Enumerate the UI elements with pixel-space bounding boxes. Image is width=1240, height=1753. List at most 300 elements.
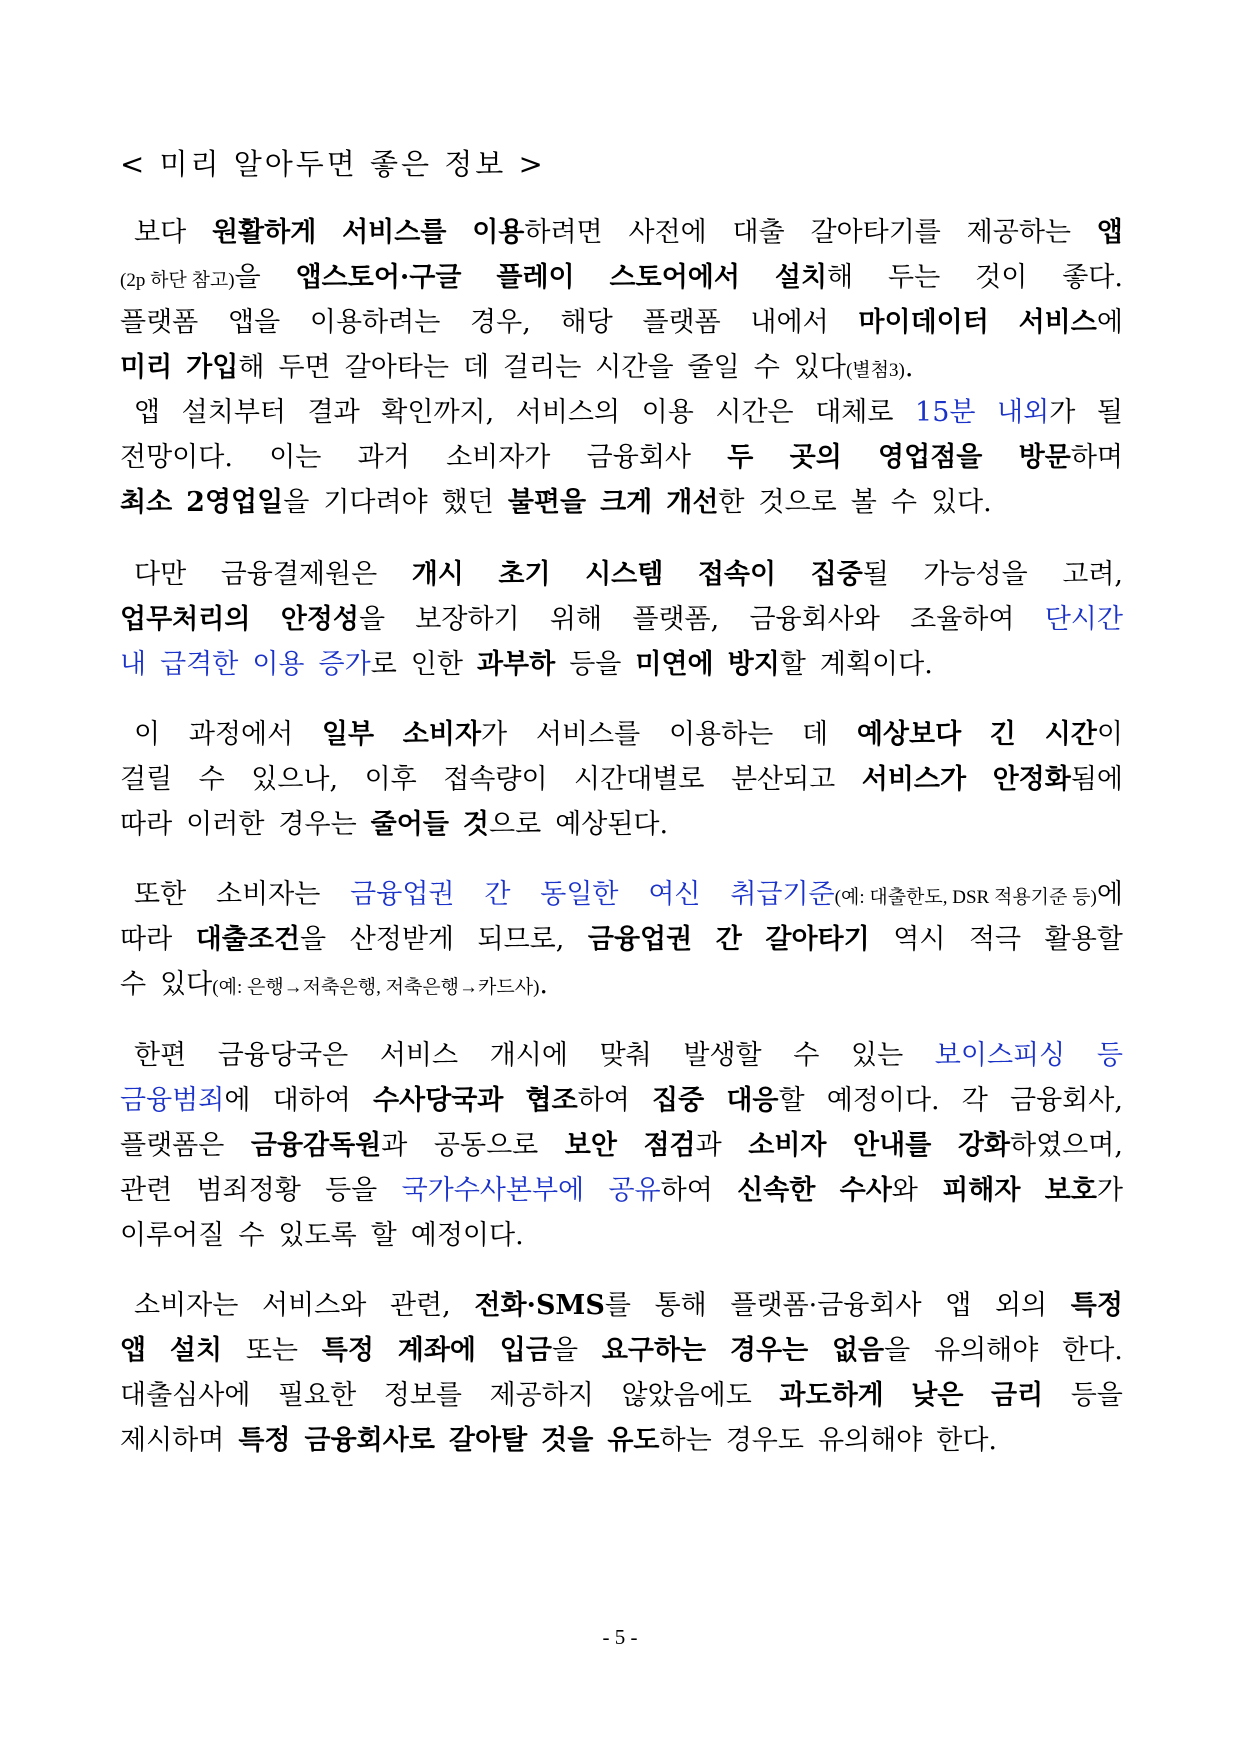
- text-run: 범죄정황: [196, 1175, 301, 1206]
- word: [765, 917, 869, 962]
- bold-text: 갈아탈: [448, 1425, 528, 1456]
- text-run: 보장하기: [415, 604, 520, 635]
- text-run: 경우는: [278, 809, 357, 840]
- text-run: 소비자는: [134, 1290, 239, 1321]
- text-run: 을: [283, 487, 310, 518]
- word: [853, 1123, 931, 1168]
- word: [251, 757, 338, 802]
- word: [212, 210, 316, 255]
- text-line: [120, 1213, 1123, 1258]
- word: [775, 255, 853, 300]
- word: [134, 210, 186, 255]
- text-run: 결과: [307, 397, 360, 428]
- highlighted-text: 공유: [608, 1175, 661, 1206]
- word: [503, 345, 581, 390]
- bold-text: 개시: [411, 559, 464, 590]
- word: [595, 345, 673, 390]
- word: [726, 1418, 804, 1463]
- text-run: 확인까지,: [381, 397, 495, 428]
- word: [942, 1168, 1020, 1213]
- text-run: 역시: [893, 924, 946, 955]
- word: [643, 1123, 721, 1168]
- word: [1010, 1078, 1123, 1123]
- text-run: 있다: [793, 352, 846, 383]
- text-line: [120, 1328, 1123, 1373]
- word: [134, 1033, 186, 1078]
- bold-text: 플레이: [496, 262, 575, 293]
- text-run: 분산되고: [730, 764, 836, 795]
- bold-text: 전화·SMS: [474, 1290, 605, 1321]
- word: [754, 345, 780, 390]
- text-line: [120, 1033, 1123, 1078]
- text-run: 하며: [1070, 442, 1123, 473]
- word: [1071, 1283, 1123, 1328]
- word: [915, 390, 975, 435]
- word: [134, 1283, 238, 1328]
- word: [655, 1283, 707, 1328]
- word: [252, 642, 304, 687]
- word: [358, 435, 410, 480]
- text-run: 앱을: [227, 307, 281, 338]
- bold-text: 서비스: [1018, 307, 1097, 338]
- text-run: 서비스와: [261, 1290, 367, 1321]
- word: [120, 757, 172, 802]
- word: [858, 300, 988, 345]
- bold-text: 소비자: [748, 1130, 827, 1161]
- bold-text: 유도: [607, 1425, 660, 1456]
- bold-text: 특정: [321, 1335, 374, 1366]
- word: [635, 642, 713, 687]
- word: [621, 1373, 751, 1418]
- word: [281, 597, 385, 642]
- text-run: 수: [753, 352, 780, 383]
- text-run: 대출심사에: [120, 1380, 251, 1411]
- text-run: 금융회사,: [1010, 1085, 1123, 1116]
- word: [120, 597, 250, 642]
- text-run: 접속량이: [443, 764, 548, 795]
- word: [305, 1418, 435, 1463]
- word: [565, 1123, 617, 1168]
- word: [737, 1168, 815, 1213]
- text-run: 있으나,: [251, 764, 339, 795]
- word: [610, 255, 740, 300]
- bold-text: 입금: [499, 1335, 552, 1366]
- word: [446, 435, 550, 480]
- word: [642, 390, 694, 435]
- word: [398, 1328, 476, 1373]
- text-run: 있다.: [930, 487, 992, 518]
- text-run: 이는: [269, 442, 322, 473]
- word: [1045, 712, 1123, 757]
- word: [390, 1283, 451, 1328]
- bold-text: 금융회사로: [304, 1425, 435, 1456]
- word: [463, 345, 489, 390]
- word: [216, 872, 320, 917]
- word: [730, 1328, 808, 1373]
- word: [688, 345, 740, 390]
- bold-text: 미연에: [635, 649, 714, 680]
- word: [642, 300, 720, 345]
- word: [228, 300, 280, 345]
- word: [536, 712, 640, 757]
- text-run: 하였으며,: [1010, 1130, 1123, 1161]
- bold-text: 수사: [839, 1175, 892, 1206]
- text-run: 또는: [245, 1335, 298, 1366]
- word: [550, 597, 602, 642]
- bold-text: 과도하게: [779, 1380, 884, 1411]
- word: [474, 1283, 631, 1328]
- text-run: 제공하지: [489, 1380, 594, 1411]
- text-run: 앱: [945, 1290, 972, 1321]
- word: [411, 1213, 524, 1258]
- text-line: [120, 480, 1123, 525]
- word: [186, 480, 309, 525]
- word: [995, 1283, 1047, 1328]
- bold-text: 앱: [1096, 217, 1123, 248]
- word: [381, 390, 494, 435]
- word: [891, 480, 917, 525]
- bold-text: 피해자: [942, 1175, 1021, 1206]
- word: [120, 480, 172, 525]
- text-run: 두는: [888, 262, 941, 293]
- word: [748, 1123, 826, 1168]
- word: [1097, 390, 1123, 435]
- highlighted-text: 국가수사본부에: [401, 1175, 585, 1206]
- section-heading: < 미리 알아두면 좋은 정보 >: [120, 147, 546, 181]
- word: [508, 480, 586, 525]
- bold-text: 안내를: [853, 1130, 932, 1161]
- paragraph-4: [120, 712, 1123, 847]
- word: [186, 345, 264, 390]
- text-run: 산정받게: [349, 924, 454, 955]
- text-run: 볼: [850, 487, 877, 518]
- highlighted-text: 내: [120, 649, 147, 680]
- bold-text: 갈아타기: [765, 924, 870, 955]
- word: [732, 210, 784, 255]
- word: [221, 552, 378, 597]
- text-run: 에: [1096, 879, 1123, 910]
- word: [478, 917, 565, 962]
- bold-text: 안정화: [992, 764, 1071, 795]
- text-run: 플랫폼: [642, 307, 721, 338]
- text-run: 하여: [660, 1175, 713, 1206]
- word: [120, 1123, 224, 1168]
- bold-text: 방지: [727, 649, 780, 680]
- word: [991, 1373, 1043, 1418]
- text-line: [120, 872, 1123, 917]
- text-run: 경우,: [470, 307, 531, 338]
- highlighted-text: 금융범죄: [120, 1085, 225, 1116]
- word: [434, 1123, 538, 1168]
- paragraph-6: [120, 1033, 1123, 1258]
- word: [189, 712, 293, 757]
- word: [120, 962, 146, 1007]
- word: [371, 802, 449, 847]
- text-run: 필요한: [277, 1380, 357, 1411]
- text-run: 로: [370, 649, 397, 680]
- word: [120, 802, 172, 847]
- word: [602, 1328, 706, 1373]
- bold-text: 방문: [1018, 442, 1071, 473]
- text-run: 이후: [364, 764, 417, 795]
- word: [759, 480, 837, 525]
- text-run: 가: [1049, 397, 1076, 428]
- text-run: 데: [462, 352, 490, 383]
- word: [160, 642, 238, 687]
- bold-text: 보호: [1044, 1175, 1097, 1206]
- highlighted-text: 이용: [252, 649, 305, 680]
- text-run: 수: [120, 969, 147, 1000]
- word: [134, 872, 186, 917]
- text-run: 금융결제원은: [220, 559, 378, 590]
- text-line: [120, 255, 1123, 300]
- bold-text: 것을: [541, 1425, 594, 1456]
- text-run: 서비스를: [535, 719, 641, 750]
- word: [851, 480, 877, 525]
- bold-text: 일부: [321, 719, 375, 750]
- word: [443, 757, 547, 802]
- text-run: 금융당국은: [217, 1040, 349, 1071]
- text-run: 기다려야: [323, 487, 428, 518]
- bold-text: 없음: [831, 1335, 885, 1366]
- bold-text: 초기: [498, 559, 551, 590]
- text-run: 이용하려는: [309, 307, 441, 338]
- text-run: 대출: [732, 217, 785, 248]
- small-note: (2p 하단 참고): [120, 270, 235, 291]
- word: [278, 802, 356, 847]
- text-line: [120, 300, 1123, 345]
- text-line: [120, 757, 1123, 802]
- text-run: 에: [1096, 307, 1123, 338]
- text-run: 사전에: [628, 217, 707, 248]
- word: [1045, 1168, 1123, 1213]
- text-run: 하여: [577, 1085, 630, 1116]
- word: [238, 1418, 290, 1463]
- word: [802, 712, 828, 757]
- text-run: 이루어질: [120, 1220, 225, 1251]
- text-run: 한: [718, 487, 745, 518]
- text-run: 각: [961, 1085, 988, 1116]
- text-run: 과정에서: [188, 719, 294, 750]
- text-run: 앱: [134, 397, 161, 428]
- highlighted-text: 등: [1096, 1040, 1123, 1071]
- word: [350, 872, 454, 917]
- text-run: 발생할: [683, 1040, 762, 1071]
- bold-text: 특정: [1070, 1290, 1123, 1321]
- bold-text: 낮은: [911, 1380, 964, 1411]
- text-run: 개시에: [489, 1040, 568, 1071]
- bold-text: 원활하게: [211, 217, 317, 248]
- word: [669, 712, 773, 757]
- word: [607, 1418, 711, 1463]
- bold-text: 앱스토어·구글: [295, 262, 462, 293]
- highlighted-text: 증가: [318, 649, 371, 680]
- small-note: (별첨3): [845, 360, 905, 381]
- word: [134, 390, 160, 435]
- text-run: 다만: [134, 559, 187, 590]
- text-run: 대체로: [815, 397, 894, 428]
- word: [935, 1033, 1065, 1078]
- page-number: - 5 -: [602, 1625, 638, 1649]
- word: [402, 1168, 585, 1213]
- text-run: 에: [224, 1085, 251, 1116]
- text-line: [120, 552, 1123, 597]
- paragraph-1: [120, 210, 1123, 390]
- word: [1097, 1033, 1123, 1078]
- bold-text: 협조: [525, 1085, 578, 1116]
- word: [500, 1328, 578, 1373]
- word: [472, 210, 602, 255]
- bold-text: 특정: [238, 1425, 291, 1456]
- word: [632, 597, 719, 642]
- text-run: 대하여: [272, 1085, 351, 1116]
- bold-text: 불편을: [507, 487, 587, 518]
- text-run: 있도록: [278, 1220, 357, 1251]
- word: [600, 1033, 652, 1078]
- word: [262, 1283, 366, 1328]
- word: [170, 1328, 222, 1373]
- word: [794, 345, 914, 393]
- text-run: 통해: [654, 1290, 707, 1321]
- word: [490, 1033, 568, 1078]
- word: [120, 1168, 172, 1213]
- bold-text: 집중: [652, 1085, 705, 1116]
- text-run: 과거: [357, 442, 410, 473]
- word: [936, 1418, 997, 1463]
- word: [278, 1373, 356, 1418]
- text-run: 예정이다.: [410, 1220, 524, 1251]
- bold-text: 2영업일: [186, 487, 284, 518]
- text-run: 고려,: [1062, 559, 1123, 590]
- highlighted-text: 보이스피싱: [934, 1040, 1066, 1071]
- highlighted-text: 취급기준: [730, 879, 835, 910]
- text-run: 정보를: [383, 1380, 463, 1411]
- bold-text: 개선: [666, 487, 719, 518]
- word: [561, 300, 613, 345]
- word: [442, 480, 494, 525]
- word: [588, 917, 692, 962]
- word: [715, 390, 793, 435]
- paragraph-2: [120, 390, 1123, 525]
- word: [851, 1033, 903, 1078]
- word: [962, 1078, 988, 1123]
- word: [574, 757, 704, 802]
- word: [934, 1328, 1038, 1373]
- text-line: [120, 962, 1123, 1007]
- bold-text: 소비자: [402, 719, 482, 750]
- text-run: 두면: [278, 352, 331, 383]
- word: [199, 757, 225, 802]
- text-run: 따라: [120, 809, 173, 840]
- text-run: 등을: [1070, 1380, 1123, 1411]
- text-run: 등을: [325, 1175, 378, 1206]
- word: [910, 597, 1014, 642]
- word: [652, 1078, 704, 1123]
- bold-text: 집중: [810, 559, 863, 590]
- word: [750, 300, 828, 345]
- word: [698, 552, 776, 597]
- word: [997, 390, 1075, 435]
- text-run: 전망이다.: [120, 442, 233, 473]
- word: [246, 1328, 298, 1373]
- text-run: 제공하는: [966, 217, 1071, 248]
- word: [415, 597, 519, 642]
- word: [923, 552, 1027, 597]
- word: [749, 597, 879, 642]
- word: [449, 1418, 527, 1463]
- word: [160, 962, 548, 1010]
- text-run: 시간은: [715, 397, 794, 428]
- bold-text: 서비스가: [861, 764, 967, 795]
- text-run: 을: [884, 1335, 911, 1366]
- word: [967, 210, 1071, 255]
- text-run: 갈아타기를: [810, 217, 941, 248]
- word: [296, 255, 462, 300]
- text-run: 외의: [994, 1290, 1048, 1321]
- word: [731, 757, 835, 802]
- word: [319, 642, 397, 687]
- word: [498, 552, 550, 597]
- bold-text: 설치: [774, 262, 828, 293]
- word: [365, 757, 417, 802]
- word: [490, 1373, 594, 1418]
- text-run: 시간대별로: [574, 764, 705, 795]
- text-run: 조율하여: [910, 604, 1015, 635]
- bold-text: 대응: [726, 1085, 779, 1116]
- bold-text: 접속이: [697, 559, 777, 590]
- word: [120, 1078, 250, 1123]
- bold-text: 긴: [989, 719, 1016, 750]
- word: [323, 480, 427, 525]
- text-run: 가: [481, 719, 508, 750]
- text-run: 을: [300, 924, 327, 955]
- highlighted-text: 단시간: [1044, 604, 1123, 635]
- text-run: 됨에: [1070, 764, 1123, 795]
- word: [484, 872, 510, 917]
- word: [990, 712, 1016, 757]
- paragraph-7: [120, 1283, 1123, 1463]
- bold-text: 수사당국과: [372, 1085, 504, 1116]
- text-run: 맞춰: [599, 1040, 652, 1071]
- word: [1062, 255, 1123, 300]
- word: [477, 642, 555, 687]
- word: [120, 255, 261, 303]
- text-run: 수: [793, 1040, 820, 1071]
- word: [827, 1078, 940, 1123]
- word: [585, 552, 663, 597]
- bold-text: 가입: [186, 352, 239, 383]
- text-run: 소비자가: [446, 442, 551, 473]
- word: [975, 255, 1027, 300]
- text-run: 걸릴: [120, 764, 173, 795]
- highlighted-text: 금융업권: [350, 879, 455, 910]
- word: [196, 1168, 300, 1213]
- text-run: 플랫폼: [120, 307, 199, 338]
- bold-text: 설치: [169, 1335, 223, 1366]
- bold-text: 금융감독원: [250, 1130, 382, 1161]
- bold-text: 예상보다: [856, 719, 962, 750]
- word: [969, 917, 1021, 962]
- word: [1062, 1328, 1123, 1373]
- bold-text: 크게: [600, 487, 653, 518]
- word: [322, 712, 374, 757]
- word: [218, 1033, 348, 1078]
- highlighted-text: 15분: [915, 397, 976, 428]
- bold-text: 업무처리의: [120, 604, 251, 635]
- bold-text: 강화: [957, 1130, 1010, 1161]
- bold-text: 간: [715, 924, 742, 955]
- word: [726, 1078, 804, 1123]
